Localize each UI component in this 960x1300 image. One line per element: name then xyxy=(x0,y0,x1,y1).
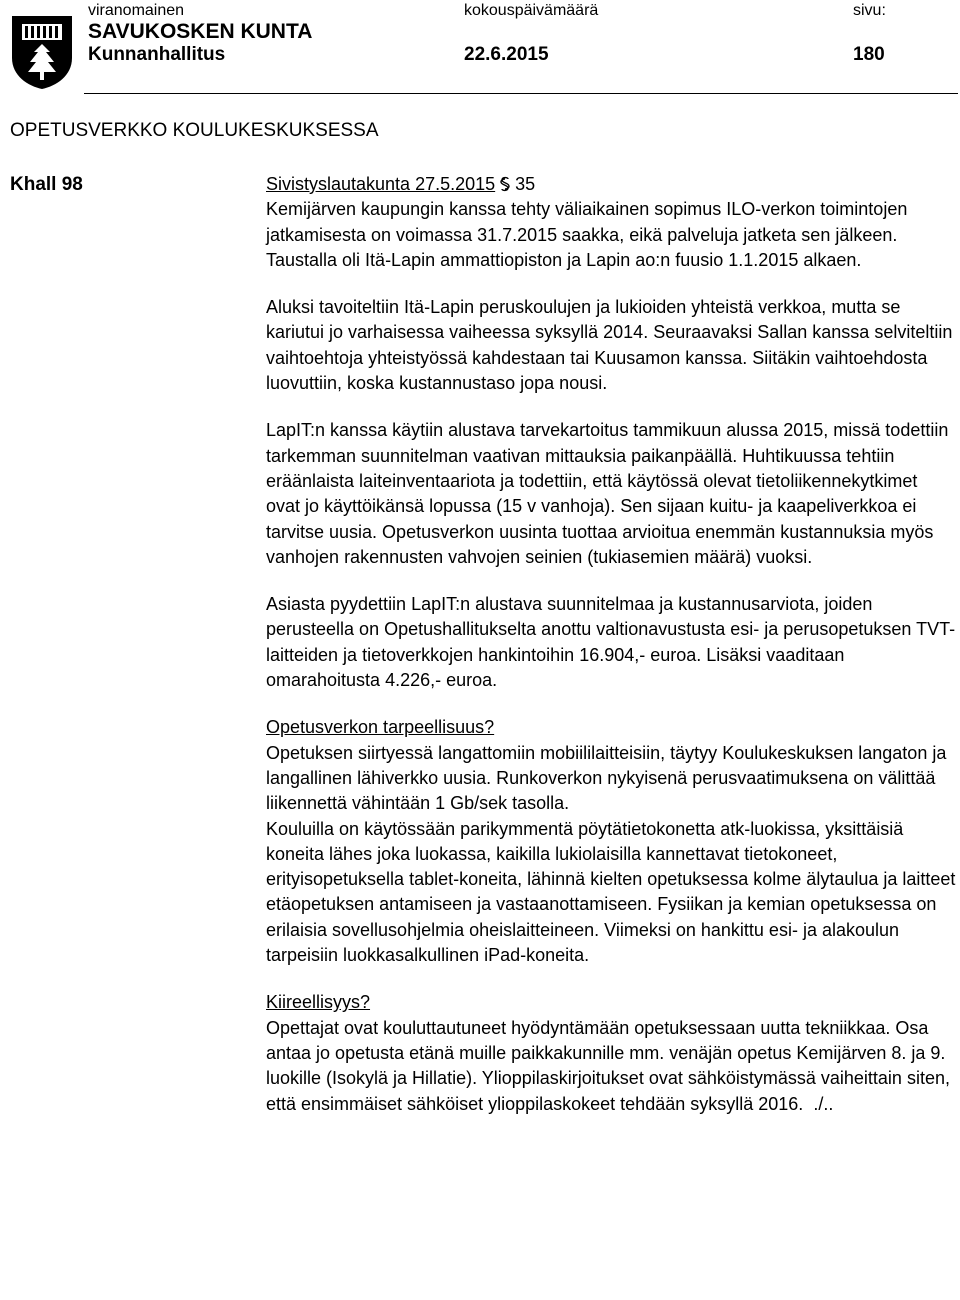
section-heading: Kiireellisyys? xyxy=(266,992,371,1013)
governing-body: Kunnanhallitus xyxy=(88,44,226,65)
committee-reference xyxy=(266,172,956,197)
officer-label: viranomainen xyxy=(88,2,185,19)
section-number: 35 xyxy=(515,174,536,194)
page-label: sivu: xyxy=(853,2,886,19)
meeting-date: 22.6.2015 xyxy=(464,44,549,65)
paragraph: Asiasta pyydettiin LapIT:n alustava suunnitelmaa ja kustannusarviota, joiden perusteella on Opetushallitukselta anottu valtionavustusta esi- ja perusopetuksen TVT-laitteiden ja tietoverkkojen hankintoihin 16.904,- euroa. Lisäksi vaaditaan omarahoitusta 4.226,- euroa. xyxy=(266,594,956,691)
section-heading: Opetusverkon tarpeellisuus? xyxy=(266,717,495,738)
section-reference: Khall 98 xyxy=(10,174,83,195)
document-body xyxy=(266,172,956,1117)
paragraph: Aluksi tavoiteltiin Itä-Lapin peruskoulujen ja lukioiden yhteistä verkkoa, mutta se kariutui jo varhaisessa vaiheessa syksyllä 2014. Seuraavaksi Sallan kanssa selviteltiin vaihtoehtoja yhteistyössä kahdestaan tai Kuusamon kanssa. Siitäkin vaihtoehdosta luovuttiin, koska kustannustaso jopa nousi. xyxy=(266,297,953,394)
committee-date: Sivistyslautakunta 27.5.2015 xyxy=(266,174,496,194)
paragraph: Kemijärven kaupungin kanssa tehty väliaikainen sopimus ILO-verkon toimintojen jatkamisesta on voimassa 31.7.2015 saakka, eikä palveluja jatketa sen jälkeen. Taustalla oli Itä-Lapin ammattiopiston ja Lapin ao:n fuusio 1.1.2015 alkaen. xyxy=(266,199,908,270)
document-title: OPETUSVERKKO KOULUKESKUKSESSA xyxy=(10,120,379,141)
paragraph: LapIT:n kanssa käytiin alustava tarvekartoitus tammikuun alussa 2015, missä todettiin tarkemman suunnitelman vaativan mittauksia paikanpäällä. Huhtikuussa tehtiin eräänlaista laiteinventaariota ja todettiin, että käytössä olevat tietoliikennekytkimet ovat jo käyttöikänsä lopussa (15 v vanhoja). Sen sijaan kuitu- ja kaapeliverkkoa ei tarvitse uusia. Opetusverkon uusinta tuottaa arvioitua enemmän kustannuksia myös vanhojen rakennusten vahvojen seinien (tukiasemien määrä) vuoksi. xyxy=(266,420,949,567)
municipal-crest-icon xyxy=(10,14,74,90)
section-sign-icon xyxy=(498,176,512,192)
paragraph: Kouluilla on käytössään parikymmentä pöytätietokonetta atk-luokissa, yksittäisiä koneita lähes joka luokassa, kaikilla lukiolaisilla kannettavat tietokoneet, erityisopetuksella tablet-koneita, lähinnä kielten opetuksessa kolme älytaulua ja laitteet etäopetuksen antamiseen ja vastaanottamiseen. Fysiikan ja kemian opetuksessa on erilaisia sovellusohjelmia oheislaitteineen. Viimeksi on hankittu esi- ja alakoulun tarpeisiin luokkasalkullinen iPad-koneita. xyxy=(266,818,956,966)
paragraph xyxy=(266,1016,956,1117)
continuation-mark: ./.. xyxy=(813,1093,834,1114)
paragraph-text: Opettajat ovat kouluttautuneet hyödyntämään opetuksessaan uutta tekniikkaa. Osa antaa jo opetusta etänä muille paikkakunnille mm. venäjän opetus Kemijärven 8. ja 9. luokille (Isokylä ja Hillatie). Ylioppilaskirjoitukset ovat sähköistymässä vaiheittain siten, että ensimmäiset sähköiset ylioppilaskokeet tehdään syksyllä 2016. xyxy=(266,1017,950,1114)
header-divider xyxy=(84,93,958,94)
municipality-name: SAVUKOSKEN KUNTA xyxy=(88,20,313,43)
paragraph: Opetuksen siirtyessä langattomiin mobiililaitteisiin, täytyy Koulukeskuksen langaton ja langallinen lähiverkko uusia. Runkoverkon nykyisenä perusvaatimuksena on välittää liikennettä vähintään 1 Gb/sek tasolla. xyxy=(266,742,947,814)
page-number: 180 xyxy=(853,44,885,65)
meeting-date-label: kokouspäivämäärä xyxy=(464,2,599,19)
